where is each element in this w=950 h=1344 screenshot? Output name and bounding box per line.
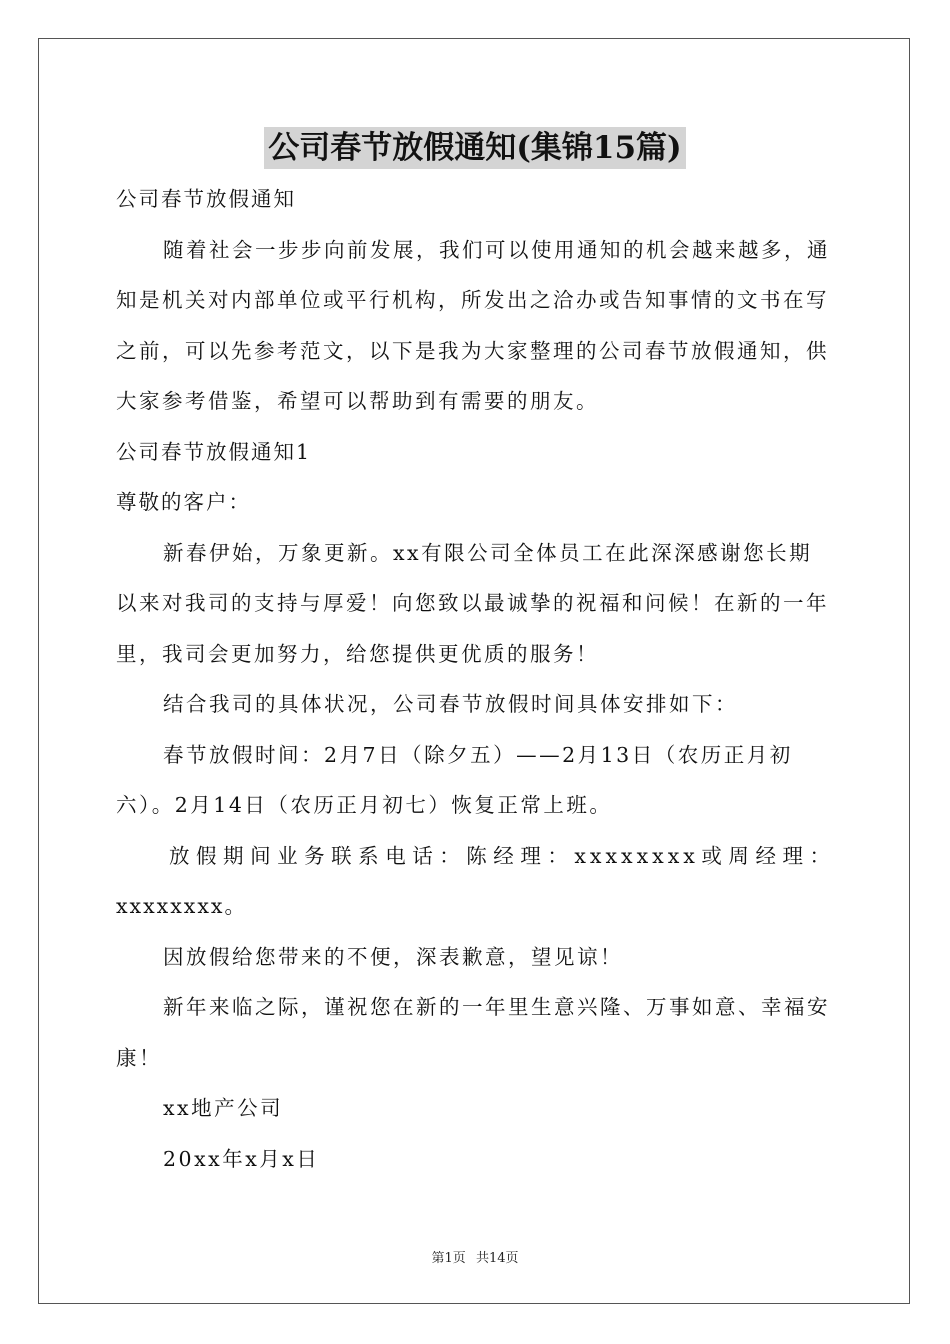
section-heading: 公司春节放假通知 <box>116 187 296 211</box>
arrangement-paragraph: 结合我司的具体状况，公司春节放假时间具体安排如下： <box>163 692 738 716</box>
contact-continuation: xxxxxxxx。 <box>116 894 247 918</box>
greeting-paragraph: 新春伊始，万象更新。xx有限公司全体员工在此深深感谢您长期以来对我司的支持与厚爱！向您致以最诚挚的祝福和问候！在新的一年里，我司会更加努力，给您提供更优质的服务！ <box>116 540 829 666</box>
holiday-time-paragraph: 春节放假时间：2月7日（除夕五）——2月13日（农历正月初六）。2月14日（农历正月初七）恢复正常上班。 <box>116 742 793 817</box>
salutation: 尊敬的客户： <box>116 490 251 514</box>
title-container <box>0 127 950 169</box>
page-number: 第1页 <box>431 1251 466 1266</box>
intro-paragraph: 随着社会一步步向前发展，我们可以使用通知的机会越来越多，通知是机关对内部单位或平行机构，所发出之洽办或告知事情的文书在写之前，可以先参考范文，以下是我为大家整理的公司春节放假通知，供大家参考借鉴，希望可以帮助到有需要的朋友。 <box>116 237 830 413</box>
signature-company: xx地产公司 <box>163 1096 284 1120</box>
contact-paragraph: 放假期间业务联系电话：陈经理：xxxxxxxx或周经理： <box>169 843 834 868</box>
notice-heading: 公司春节放假通知1 <box>116 439 312 464</box>
document-title: 公司春节放假通知(集锦15篇) <box>264 127 685 169</box>
page-footer <box>0 1247 950 1266</box>
apology-paragraph: 因放假给您带来的不便，深表歉意，望见谅！ <box>163 944 623 969</box>
document-body <box>116 174 834 1184</box>
wishes-paragraph: 新年来临之际，谨祝您在新的一年里生意兴隆、万事如意、幸福安康！ <box>116 995 830 1070</box>
page-total: 共14页 <box>475 1251 519 1266</box>
signature-date: 20xx年x月x日 <box>163 1146 320 1171</box>
